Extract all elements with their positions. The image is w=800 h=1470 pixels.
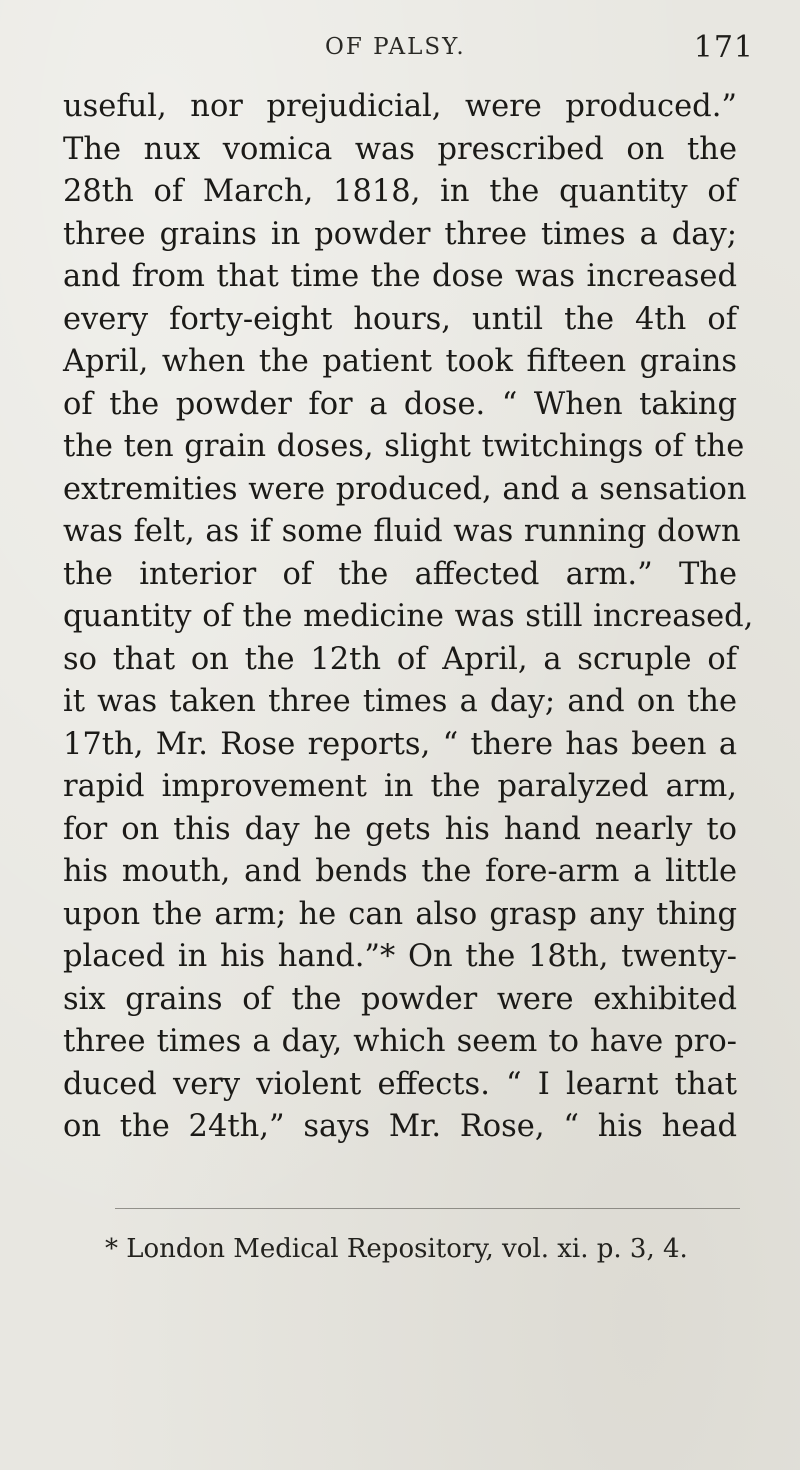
text-line: so that on the 12th of April, a scruple of — [63, 641, 737, 677]
text-line: the ten grain doses, slight twitchings of the — [63, 429, 745, 464]
text-line: every forty-eight hours, until the 4th of — [63, 301, 737, 337]
footnote: * London Medical Repository, vol. xi. p. 3, 4. — [105, 1234, 688, 1264]
text-line: placed in his hand.”* On the 18th, twenty- — [63, 939, 737, 974]
text-line: his mouth, and bends the fore-arm a little — [63, 854, 737, 889]
page-number: 171 — [693, 30, 754, 65]
text-line: useful, nor prejudicial, were produced.” — [63, 89, 737, 124]
text-line: three grains in powder three times a day; — [63, 216, 737, 252]
running-title: OF PALSY. — [325, 34, 466, 60]
text-line: April, when the patient took fifteen grains — [63, 344, 737, 379]
text-line: on the 24th,” says Mr. Rose, “ his head — [63, 1109, 737, 1144]
text-line: of the powder for a dose. “ When taking — [63, 386, 737, 422]
text-line: was felt, as if some fluid was running down — [63, 514, 741, 549]
text-line: the interior of the affected arm.” The — [63, 556, 737, 592]
text-line: 28th of March, 1818, in the quantity of — [63, 174, 737, 209]
text-line: for on this day he gets his hand nearly to — [63, 811, 737, 847]
text-line: and from that time the dose was increased — [63, 259, 737, 294]
text-line: upon the arm; he can also grasp any thing — [63, 896, 737, 932]
text-line: duced very violent effects. “ I learnt that — [63, 1066, 737, 1102]
body-text — [63, 86, 754, 1149]
text-line: The nux vomica was prescribed on the — [63, 131, 737, 167]
text-line: three times a day, which seem to have pro- — [63, 1024, 737, 1059]
text-line: 17th, Mr. Rose reports, “ there has been a — [63, 726, 737, 762]
running-head — [40, 30, 760, 70]
text-line: extremities were produced, and a sensation — [63, 471, 747, 507]
footnote-divider — [115, 1208, 740, 1209]
text-line: six grains of the powder were exhibited — [63, 981, 737, 1017]
text-line: it was taken three times a day; and on the — [63, 684, 737, 719]
text-line: rapid improvement in the paralyzed arm, — [63, 769, 737, 804]
text-line: quantity of the medicine was still increased, — [63, 599, 754, 634]
